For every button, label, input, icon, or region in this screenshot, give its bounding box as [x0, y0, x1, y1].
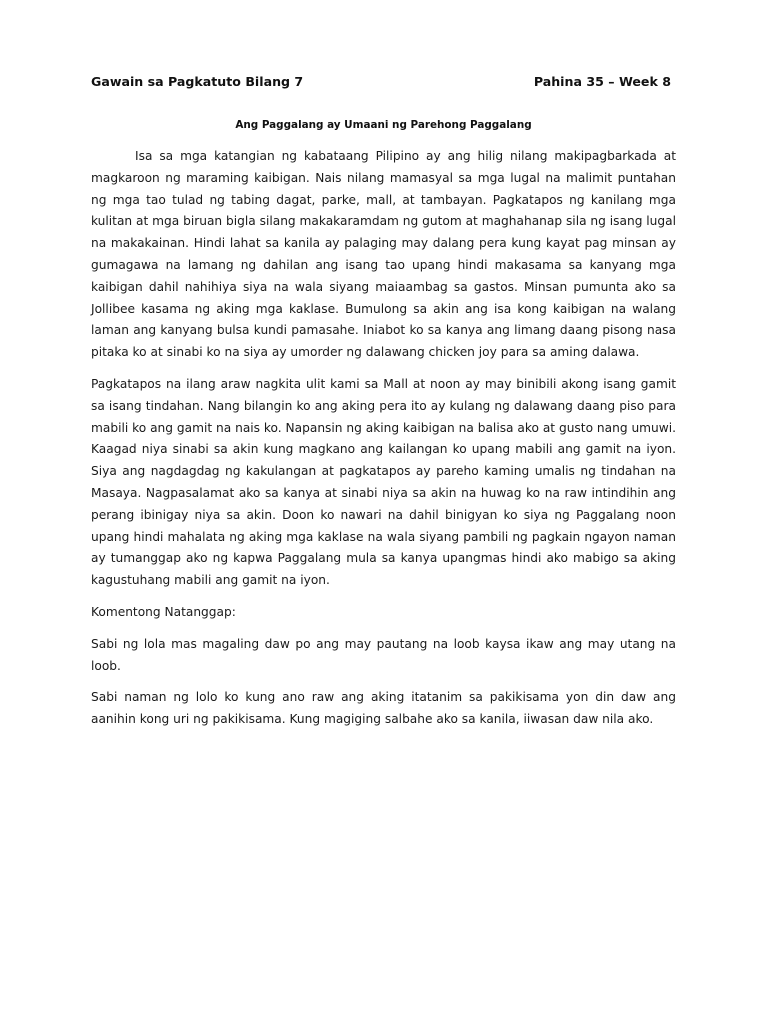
comment-lolo: Sabi naman ng lolo ko kung ano raw ang aking itatanim sa pakikisama yon din daw ang aanihin kong uri ng pakikisama. Kung magiging salbahe ako sa kanila, iiwasan daw nila ako.	[91, 690, 676, 727]
comment-lola: Sabi ng lola mas magaling daw po ang may pautang na loob kaysa ikaw ang may utang na loob.	[91, 636, 676, 673]
document-body	[91, 146, 676, 741]
document-title: Ang Paggalang ay Umaani ng Parehong Paggalang	[235, 119, 532, 131]
story-paragraph-1: Isa sa mga katangian ng kabataang Pilipino ay ang hilig nilang makipagbarkada at magkaroon ng maraming kaibigan. Nais nilang mamasyal sa mga lugal na malimit puntahan ng mga tao tulad ng tabing dagat, parke, mall, at tambayan. Pagkatapos ng kanilang mga kulitan at mga biruan bigla silang makakaramdam ng gutom at maghahanap sila ng isang lugal na makakainan. Hindi lahat sa kanila ay palaging may dalang pera kung kayat pag minsan ay gumagawa na lamang ng dahilan ang isang tao upang hindi makasama sa kanyang mga kaibigan dahil nahihiya siya na wala siyang maiaambag sa gastos. Minsan pumunta ako sa Jollibee kasama ng aking mga kaklase. Bumulong sa akin ang isa kong kaibigan na walang laman ang kanyang bulsa kundi pamasahe. Iniabot ko sa kanya ang limang daang pisong nasa pitaka ko at sinabi ko na siya ay umorder ng dalawang chicken joy para sa aming dalawa.	[91, 149, 676, 360]
activity-label: Gawain sa Pagkatuto Bilang 7	[91, 74, 304, 89]
story-paragraph-2: Pagkatapos na ilang araw nagkita ulit kami sa Mall at noon ay may binibili akong isang gamit sa isang tindahan. Nang bilangin ko ang aking pera ito ay kulang ng dalawang daang piso para mabili ko ang gamit na nais ko. Napansin ng aking kaibigan na balisa ako at gusto nang umuwi. Kaagad niya sinabi sa akin kung magkano ang kailangan ko upang mabili ang gamit na iyon. Siya ang nagdagdag ng kakulangan at pagkatapos ay pareho kaming umalis ng tindahan na Masaya. Nagpasalamat ako sa kanya at sinabi niya sa akin na huwag ko na raw intindihin ang perang ibinigay niya sa akin. Doon ko nawari na dahil binigyan ko siya ng Paggalang noon upang hindi mahalata ng aking mga kaklase na wala siyang pambili ng pagkain ngayon naman ay tumanggap ako ng kapwa Paggalang mula sa kanya upangmas hindi ako mabigo sa aking kagustuhang mabili ang gamit na iyon.	[91, 376, 676, 588]
comments-heading: Komentong Natanggap:	[91, 604, 236, 619]
page-header	[91, 74, 671, 94]
page-week-label: Pahina 35 – Week 8	[533, 74, 671, 89]
